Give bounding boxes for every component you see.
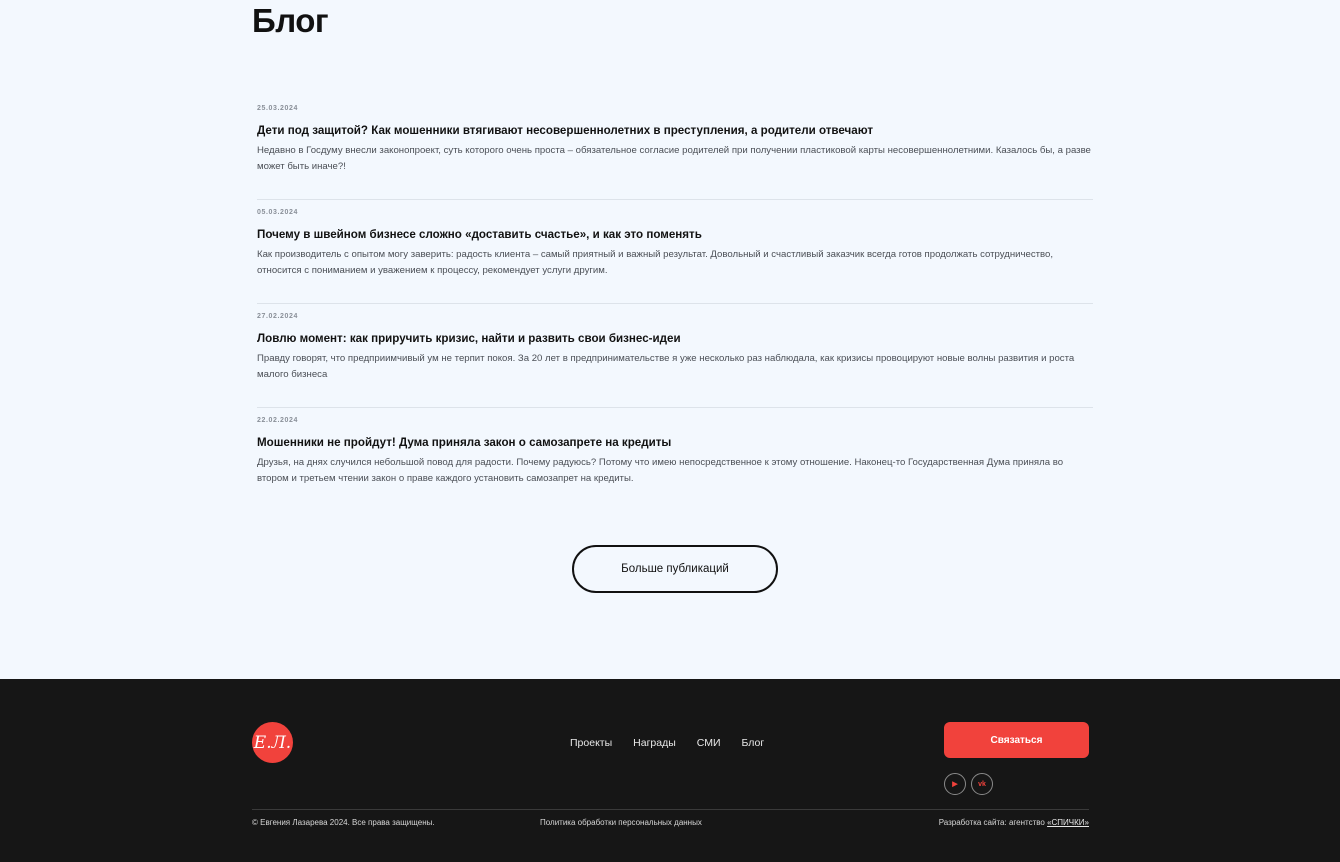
post-excerpt: Недавно в Госдуму внесли законопроект, суть которого очень проста – обязательное согласие родителей при получении пластиковой карты несовершеннолетними. Казалось бы, а разве может быть иначе?! xyxy=(257,145,1091,172)
blog-post xyxy=(257,408,1093,512)
vk-link[interactable] xyxy=(971,773,993,795)
footer-nav-awards[interactable]: Награды xyxy=(633,737,676,749)
contact-button[interactable]: Связаться xyxy=(944,722,1089,758)
more-publications-button[interactable]: Больше публикаций xyxy=(572,545,778,593)
blog-post xyxy=(257,304,1093,408)
post-date: 05.03.2024 xyxy=(257,209,299,216)
footer-divider xyxy=(252,809,1089,810)
blog-post xyxy=(257,200,1093,304)
footer-nav xyxy=(570,737,764,749)
post-title-link[interactable]: Дети под защитой? Как мошенники втягивают несовершеннолетних в преступления, а родители отвечают xyxy=(257,124,874,137)
blog-post-list xyxy=(257,96,1093,512)
agency-link[interactable]: «СПИЧКИ» xyxy=(1047,818,1089,827)
footer xyxy=(0,679,1340,862)
social-links xyxy=(944,773,993,795)
post-date: 27.02.2024 xyxy=(257,313,299,320)
vk-icon: vk xyxy=(978,780,986,788)
post-date: 25.03.2024 xyxy=(257,105,299,112)
credits-prefix: Разработка сайта: агентство xyxy=(938,818,1048,827)
logo[interactable]: Е.Л. xyxy=(252,722,293,763)
copyright-text: © Евгения Лазарева 2024. Все права защищены. xyxy=(252,818,435,827)
footer-nav-media[interactable]: СМИ xyxy=(696,737,721,749)
blog-post xyxy=(257,96,1093,200)
post-title-link[interactable]: Почему в швейном бизнесе сложно «доставить счастье», и как это поменять xyxy=(257,228,702,241)
post-excerpt: Как производитель с опытом могу заверить: радость клиента – самый приятный и важный результат. Довольный и счастливый заказчик всегда готов продолжать сотрудничество, относится с пониманием и уважением к процессу, рекомендует услуги другим. xyxy=(257,249,1054,276)
post-title-link[interactable]: Ловлю момент: как приручить кризис, найти и развить свои бизнес-идеи xyxy=(257,332,681,345)
footer-nav-projects[interactable]: Проекты xyxy=(570,737,613,749)
site-credits xyxy=(939,818,1089,827)
youtube-icon: ▶ xyxy=(952,781,958,788)
page-title: Блог xyxy=(252,2,329,39)
privacy-policy-link[interactable]: Политика обработки персональных данных xyxy=(540,818,702,827)
post-excerpt: Правду говорят, что предприимчивый ум не терпит покоя. За 20 лет в предпринимательстве я уже несколько раз наблюдала, как кризисы провоцируют новые волны развития и роста малого бизнеса xyxy=(257,353,1075,380)
footer-nav-blog[interactable]: Блог xyxy=(741,737,765,749)
youtube-link[interactable] xyxy=(944,773,966,795)
post-title-link[interactable]: Мошенники не пройдут! Дума приняла закон о самозапрете на кредиты xyxy=(257,436,672,449)
post-date: 22.02.2024 xyxy=(257,417,299,424)
post-excerpt: Друзья, на днях случился небольшой повод для радости. Почему радуюсь? Потому что имею непосредственное к этому отношение. Наконец-то Государственная Дума приняла во втором и третьем чтении закон о праве каждого установить самозапрет на кредиты. xyxy=(257,457,1064,484)
